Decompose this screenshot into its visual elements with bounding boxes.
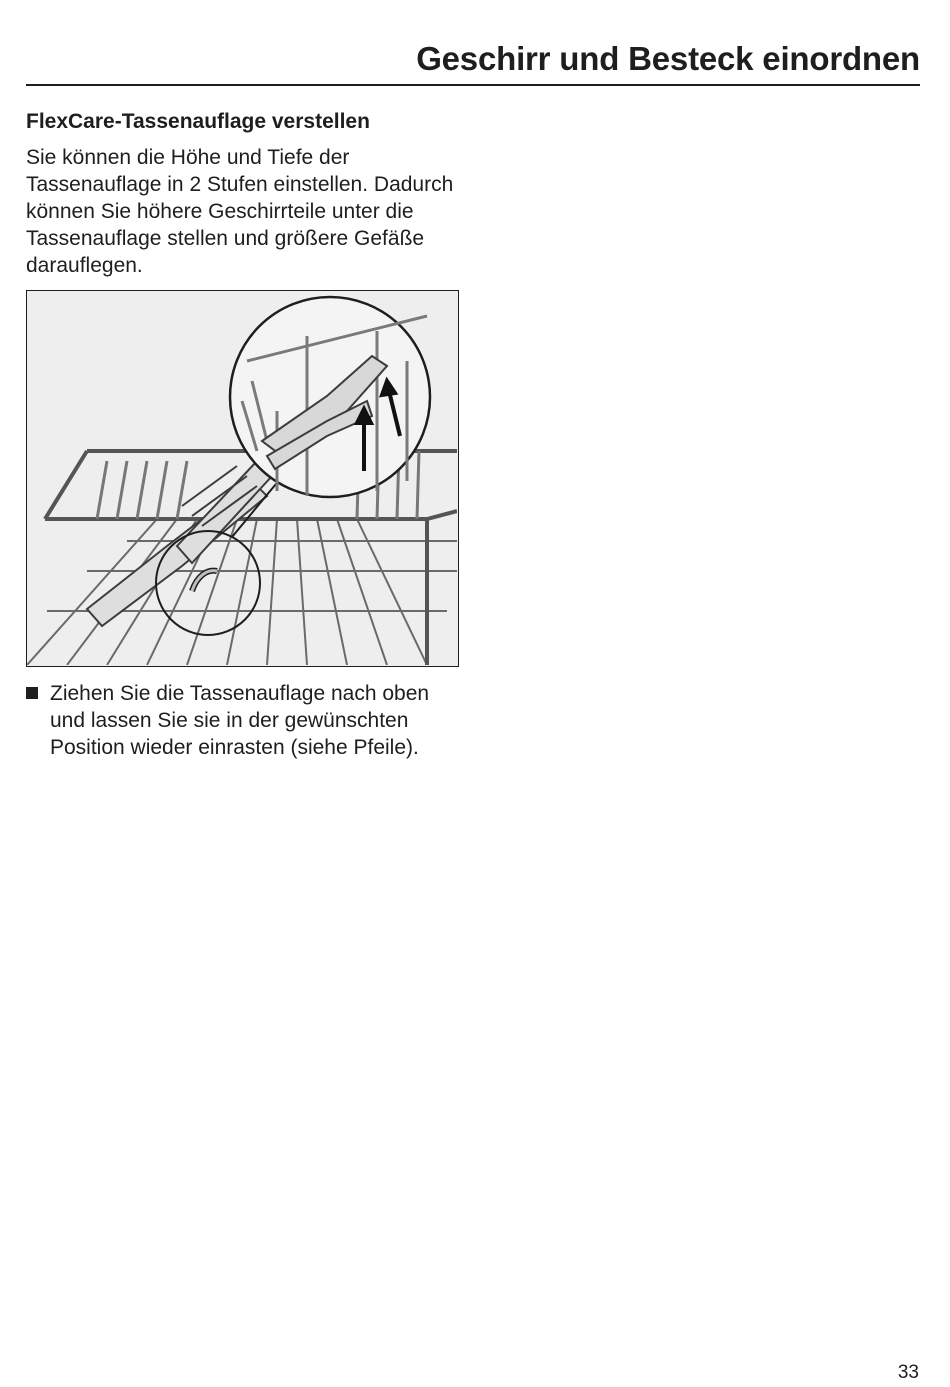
- page-header: [26, 36, 920, 86]
- dishwasher-basket-illustration: [27, 291, 457, 665]
- page-title: Geschirr und Besteck einordnen: [416, 40, 920, 77]
- section-title: FlexCare-Tassenauflage verstellen: [26, 110, 370, 133]
- square-bullet-icon: [26, 687, 38, 699]
- page-number: 33: [897, 1362, 919, 1383]
- intro-paragraph: Sie können die Höhe und Tiefe der Tassenauflage in 2 Stufen einstellen. Dadurch können Sie höhere Geschirrteile unter die Tassenauflage stellen und größere Gefäße darauflegen.: [26, 146, 454, 277]
- illustration-figure: [26, 290, 459, 667]
- instruction-step: [26, 680, 466, 761]
- main-content: [26, 108, 466, 761]
- step-text: Ziehen Sie die Tassenauflage nach oben und lassen Sie sie in der gewünschten Position wieder einrasten (siehe Pfeile).: [50, 682, 430, 759]
